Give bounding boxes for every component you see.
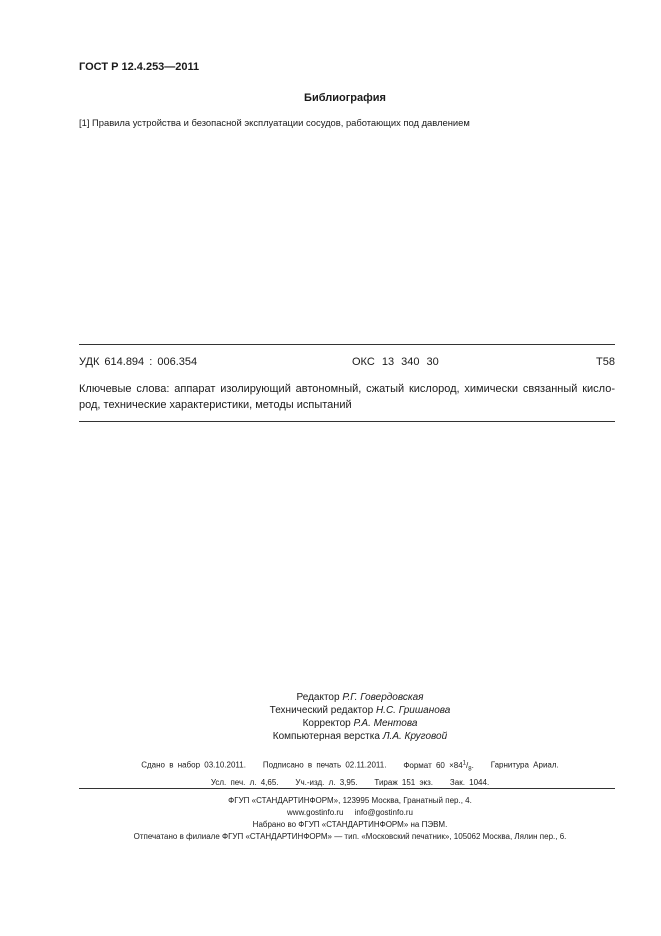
circulation: Тираж 151 экз. [374,778,434,788]
print-info [80,757,620,789]
format-sub: 8 [468,766,472,773]
bibliography-title: Библиография [304,92,386,104]
staff-layout [180,730,540,743]
keywords-text: Ключевые слова: аппарат изолирующий автономный, сжатый кислород, химически связанный кисло-род, технические характеристики, методы испытаний [79,383,615,411]
publisher-email[interactable]: info@gostinfo.ru [354,808,413,817]
staff-proofreader [180,717,540,730]
print-sheets: Усл. печ. л. 4,65. [210,778,279,788]
bottom-divider [79,421,615,422]
document-code: ГОСТ Р 12.4.253—2011 [79,61,200,73]
publisher-website[interactable]: www.gostinfo.ru [287,808,344,817]
paper-format: Формат $60 \times 84^1/_8$. [403,760,474,773]
order-number: Зак. 1044. [449,778,490,788]
staff-role: Корректор [302,718,351,729]
udk-code: УДК 614.894 : 006.354 [79,356,198,368]
printed-note: Отпечатано в филиале ФГУП «СТАНДАРТИНФОРМ» — тип. «Московский печатник», 105062 Москва, Лялин пер., 6. [133,832,567,841]
oks-code: ОКС 13 340 30 [352,356,439,368]
format-sup: 1 [462,760,466,766]
publisher-info [80,795,620,843]
category-code: Т58 [596,356,615,368]
bibliography-entry: [1] Правила устройства и безопасной эксплуатации сосудов, работающих под давлением [79,117,470,128]
edu-sheets: Уч.-изд. л. 3,95. [295,778,358,788]
staff-role: Редактор [296,692,340,703]
format-prefix: Формат 60 ×84 [403,760,463,770]
staff-name: Н.С. Гришанова [375,705,451,716]
staff-credits [180,691,540,743]
print-info-line1 [80,757,620,776]
publisher-contacts [80,807,620,819]
staff-role: Компьютерная верстка [272,731,380,742]
typeface: Гарнитура Ариал. [490,760,559,770]
format-suffix: . [471,760,474,770]
submitted-date: Сдано в набор 03.10.2011. [141,760,246,770]
signed-date: Подписано в печать 02.11.2011. [262,760,387,770]
staff-name: Р.А. Ментова [353,718,418,729]
typeset-note: Набрано во ФГУП «СТАНДАРТИНФОРМ» на ПЭВМ. [252,820,448,829]
top-divider [79,344,615,345]
staff-name: Р.Г. Говердовская [342,692,424,703]
staff-name: Л.А. Круговой [382,731,448,742]
staff-role: Технический редактор [269,705,374,716]
publisher-address: ФГУП «СТАНДАРТИНФОРМ», 123995 Москва, Гранатный пер., 4. [228,796,472,805]
staff-tech-editor [180,704,540,717]
publisher-divider [79,788,615,789]
staff-editor [180,691,540,704]
